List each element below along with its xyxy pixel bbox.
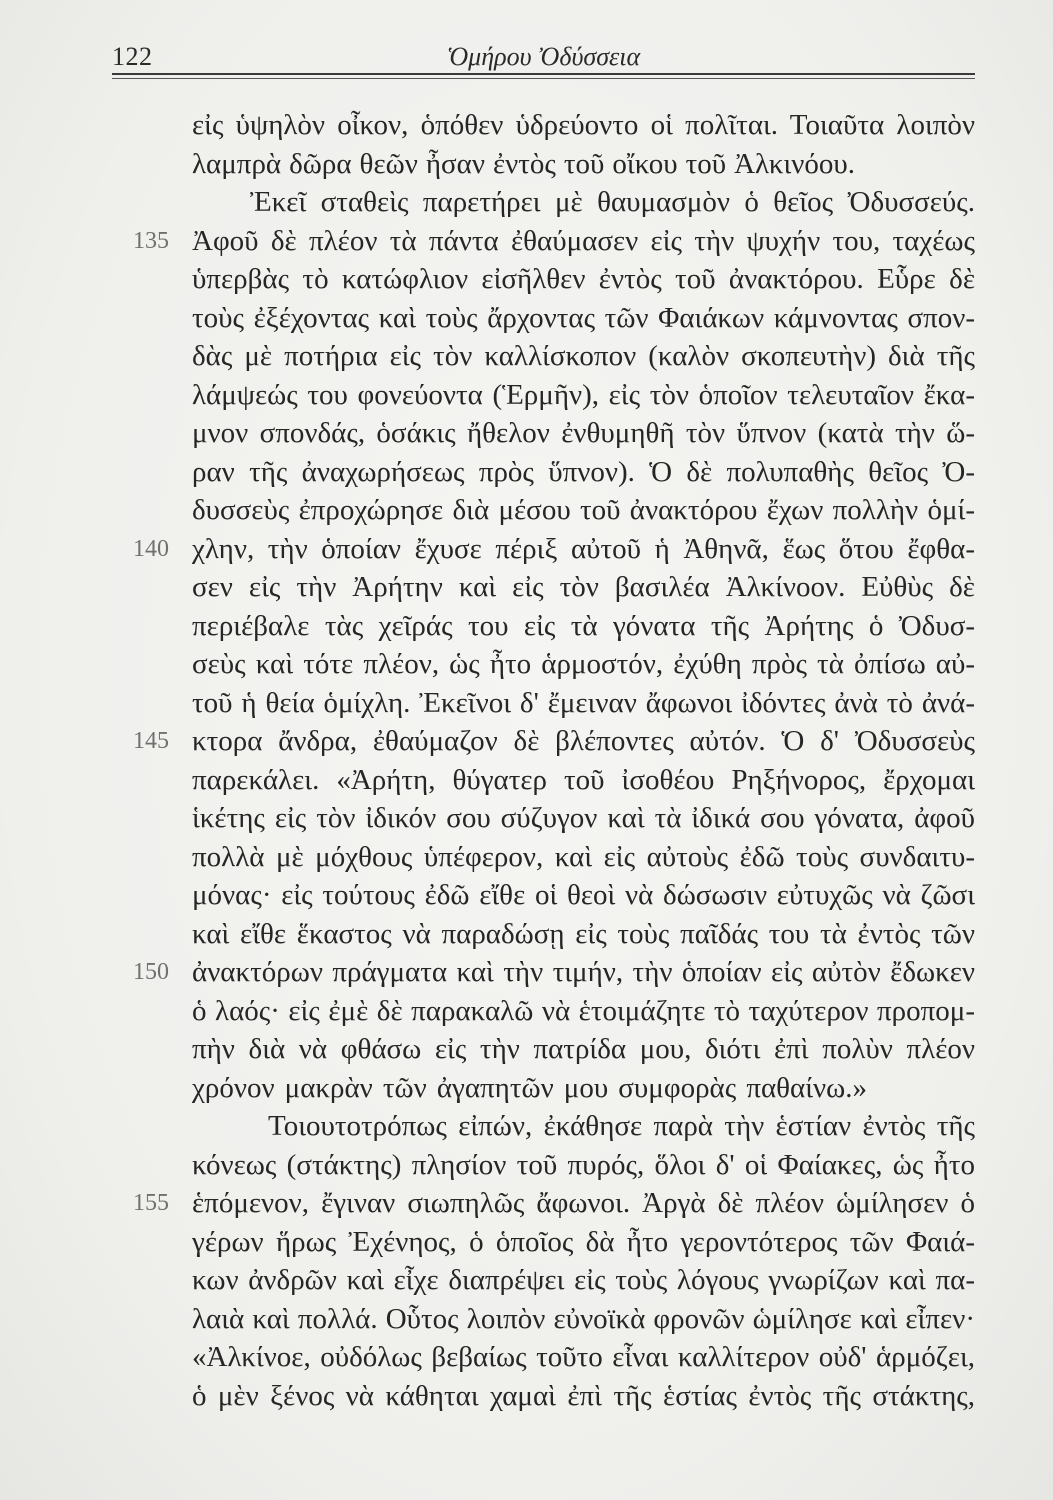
text-line — [192, 414, 975, 453]
text-line — [192, 1338, 975, 1377]
page-number: 122 — [112, 42, 153, 71]
line-text: καὶ εἴθε ἕκαστος νὰ παραδώσῃ εἰς τοὺς παῖδάς του τὰ ἐντὸς τῶν — [192, 917, 975, 950]
text-line — [192, 299, 975, 338]
text-line — [192, 799, 975, 838]
text-line — [192, 1300, 975, 1339]
line-text: ἱκέτης εἰς τὸν ἰδικόν σου σύζυγον καὶ τὰ ἰδικά σου γόνατα, ἀφοῦ — [192, 802, 975, 834]
line-text: λαιὰ καὶ πολλά. Οὗτος λοιπὸν εὐνοϊκὰ φρονῶν ὡμίλησε καὶ εἶπεν· — [192, 1302, 975, 1335]
line-text: μνον σπονδάς, ὁσάκις ἤθελον ἐνθυμηθῆ τὸν ὕπνον (κατὰ τὴν ὥ- — [192, 417, 975, 449]
page-body — [133, 106, 975, 1415]
line-text: Ἀφοῦ δὲ πλέον τὰ πάντα ἐθαύμασεν εἰς τὴν ψυχήν του, ταχέως — [192, 224, 975, 257]
line-text: Τοιουτοτρόπως εἰπών, ἐκάθησε παρὰ τὴν ἑστίαν ἐντὸς τῆς — [268, 1110, 975, 1142]
line-text: ὁ μὲν ξένος νὰ κάθηται χαμαὶ ἐπὶ τῆς ἑστίας ἐντὸς τῆς στάκτης, — [192, 1379, 975, 1412]
text-line — [192, 337, 975, 376]
text-line — [192, 1107, 975, 1146]
line-text: σεν εἰς τὴν Ἀρήτην καὶ εἰς τὸν βασιλέα Ἀλκίνοον. Εὐθὺς δὲ — [192, 571, 975, 603]
line-text: χρόνον μακρὰν τῶν ἀγαπητῶν μου συμφορὰς παθαίνω.» — [192, 1071, 867, 1104]
line-text: κων ἀνδρῶν καὶ εἶχε διαπρέψει εἰς τοὺς λόγους γνωρίζων καὶ πα- — [192, 1264, 975, 1296]
line-text: λαμπρὰ δῶρα θεῶν ἦσαν ἐντὸς τοῦ οἴκου τοῦ Ἀλκινόου. — [192, 147, 855, 180]
line-text: ραν τῆς ἀναχωρήσεως πρὸς ὕπνον). Ὁ δὲ πολυπαθὴς θεῖος Ὀ- — [192, 455, 975, 488]
line-text: Ἐκεῖ σταθεὶς παρετήρει μὲ θαυμασμὸν ὁ θεῖος Ὀδυσσεύς. — [250, 186, 975, 218]
line-number: 150 — [133, 959, 169, 985]
line-number: 140 — [133, 535, 169, 562]
line-text: δὰς μὲ ποτήρια εἰς τὸν καλλίσκοπον (καλὸν σκοπευτὴν) διὰ τῆς — [192, 340, 975, 372]
line-text: περιέβαλε τὰς χεῖράς του εἰς τὰ γόνατα τῆς Ἀρήτης ὁ Ὀδυσ- — [192, 609, 975, 642]
text-line — [192, 568, 975, 607]
text-line — [192, 1223, 975, 1262]
line-text: μόνας· εἰς τούτους ἐδῶ εἴθε οἱ θεοὶ νὰ δώσωσιν εὐτυχῶς νὰ ζῶσι — [192, 879, 975, 911]
text-line — [133, 722, 975, 761]
text-line — [192, 1069, 867, 1108]
line-text: παρεκάλει. «Ἀρήτη, θύγατερ τοῦ ἰσοθέου Ρηξήνορος, ἔρχομαι — [192, 763, 975, 796]
line-text: ὑπερβὰς τὸ κατώφλιον εἰσῆλθεν ἐντὸς τοῦ ἀνακτόρου. Εὗρε δὲ — [192, 263, 975, 295]
header-rule — [112, 73, 975, 79]
text-line — [192, 145, 855, 184]
line-text: λάμψεώς του φονεύοντα (Ἑρμῆν), εἰς τὸν ὁποῖον τελευταῖον ἔκα- — [192, 378, 975, 411]
line-text: εἰς ὑψηλὸν οἶκον, ὁπόθεν ὑδρεύοντο οἱ πολῖται. Τοιαῦτα λοιπὸν — [192, 109, 975, 141]
text-line — [133, 1184, 975, 1223]
line-number: 145 — [133, 728, 169, 754]
line-text: ὁ λαός· εἰς ἐμὲ δὲ παρακαλῶ νὰ ἑτοιμάζητε τὸ ταχύτερον προπομ- — [192, 994, 975, 1027]
text-line — [192, 183, 975, 222]
text-line — [192, 106, 975, 145]
line-text: δυσσεὺς ἐπροχώρησε διὰ μέσου τοῦ ἀνακτόρου ἔχων πολλὴν ὁμί- — [192, 494, 975, 526]
line-text: κτορα ἄνδρα, ἐθαύμαζον δὲ βλέποντες αὐτόν. Ὁ δ' Ὀδυσσεὺς — [192, 725, 975, 757]
text-line — [133, 953, 975, 992]
line-text: κόνεως (στάκτης) πλησίον τοῦ πυρός, ὅλοι δ' οἱ Φαίακες, ὡς ἦτο — [192, 1148, 975, 1181]
text-line — [192, 376, 975, 415]
text-line — [192, 838, 975, 877]
running-head — [112, 40, 975, 74]
line-text: ἑπόμενον, ἔγιναν σιωπηλῶς ἄφωνοι. Ἀργὰ δὲ πλέον ὡμίλησεν ὁ — [192, 1187, 975, 1219]
line-text: γέρων ἥρως Ἐχένηος, ὁ ὁποῖος δὰ ἦτο γεροντότερος τῶν Φαιά- — [192, 1225, 975, 1258]
text-line — [192, 607, 975, 646]
text-line — [192, 761, 975, 800]
line-text: τοῦ ἡ θεία ὁμίχλη. Ἐκεῖνοι δ' ἔμειναν ἄφωνοι ἰδόντες ἀνὰ τὸ ἀνά- — [192, 686, 975, 719]
text-line — [192, 1146, 975, 1185]
line-text: «Ἀλκίνοε, οὐδόλως βεβαίως τοῦτο εἶναι καλλίτερον οὐδ' ἁρμόζει, — [192, 1341, 975, 1373]
text-line — [192, 491, 975, 530]
text-line — [192, 1261, 975, 1300]
line-number: 135 — [133, 227, 169, 254]
line-text: πὴν διὰ νὰ φθάσω εἰς τὴν πατρίδα μου, διότι ἐπὶ πολὺν πλέον — [192, 1033, 975, 1065]
text-line — [192, 915, 975, 954]
line-number: 155 — [133, 1190, 169, 1216]
text-line — [192, 876, 975, 915]
text-line — [192, 1377, 975, 1416]
line-text: πολλὰ μὲ μόχθους ὑπέφερον, καὶ εἰς αὐτοὺς ἐδῶ τοὺς συνδαιτυ- — [192, 840, 975, 873]
running-title: Ὁμήρου Ὀδύσσεια — [446, 42, 641, 71]
line-text: τοὺς ἐξέχοντας καὶ τοὺς ἄρχοντας τῶν Φαιάκων κάμνοντας σπον- — [192, 301, 975, 334]
text-line — [192, 1030, 975, 1069]
text-line — [133, 530, 975, 569]
text-line — [192, 645, 975, 684]
text-line — [192, 992, 975, 1031]
text-line — [133, 222, 975, 261]
text-line — [192, 453, 975, 492]
line-text: ἀνακτόρων πράγματα καὶ τὴν τιμήν, τὴν ὁποίαν εἰς αὐτὸν ἔδωκεν — [192, 956, 975, 988]
line-text: σεὺς καὶ τότε πλέον, ὡς ἦτο ἁρμοστόν, ἐχύθη πρὸς τὰ ὀπίσω αὐ- — [192, 648, 975, 680]
text-line — [192, 684, 975, 723]
line-text: χλην, τὴν ὁποίαν ἔχυσε πέριξ αὐτοῦ ἡ Ἀθηνᾶ, ἕως ὅτου ἔφθα- — [192, 532, 975, 565]
text-line — [192, 260, 975, 299]
